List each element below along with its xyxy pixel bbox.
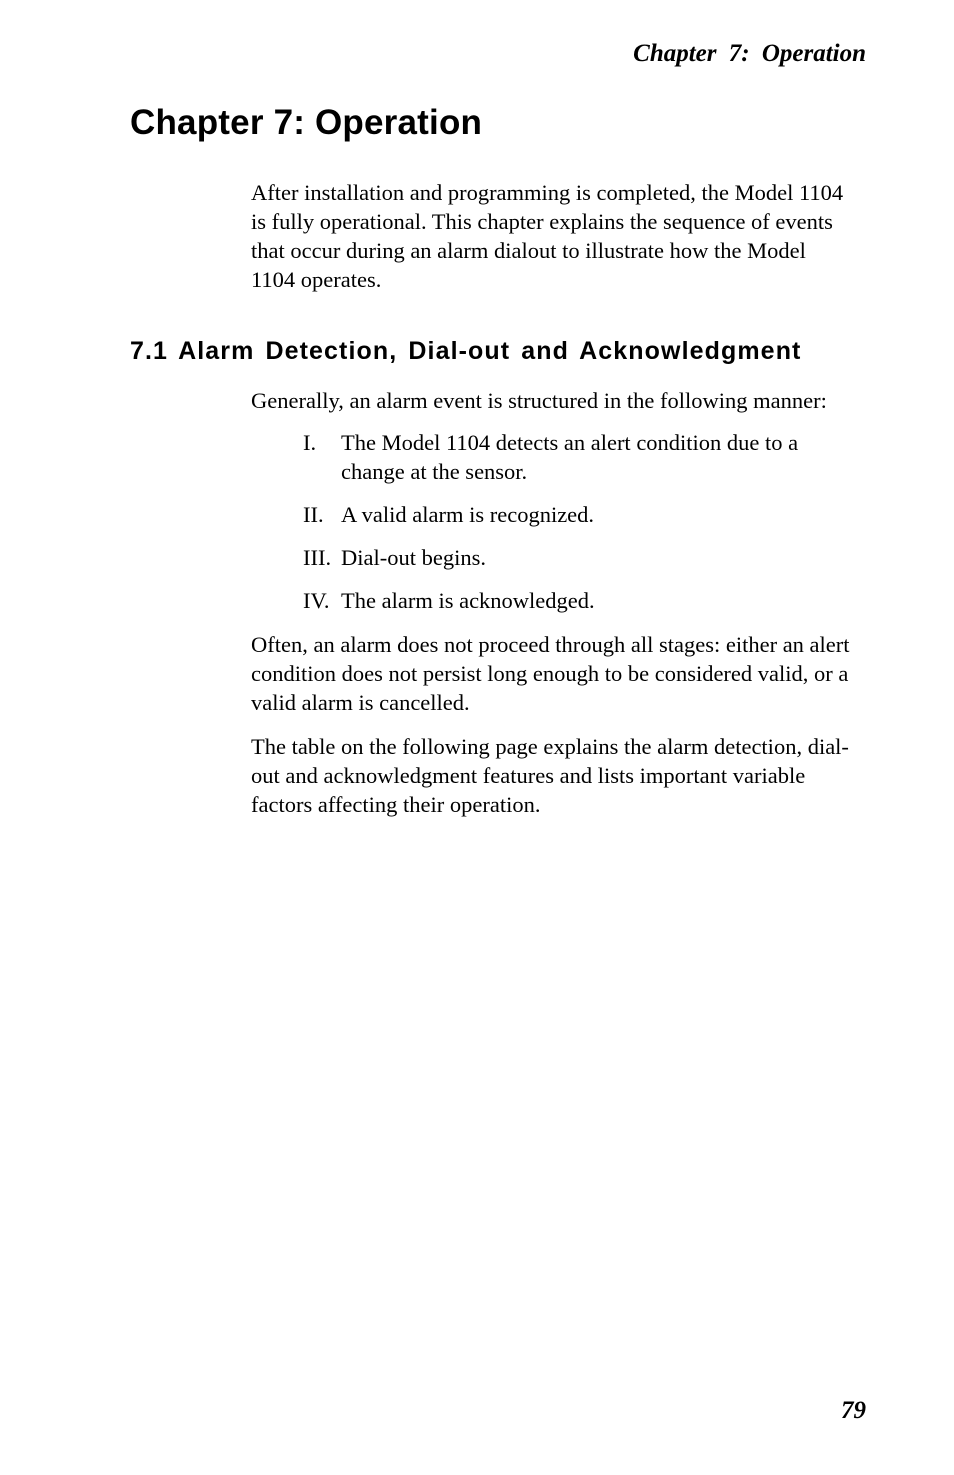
section-lead-paragraph: Generally, an alarm event is structured in the following manner: — [251, 388, 827, 413]
list-item-numeral: II. — [303, 502, 324, 527]
list-item-numeral: III. — [303, 545, 332, 570]
list-item — [303, 428, 853, 486]
body-paragraph-stages-note: Often, an alarm does not proceed through all stages: either an alert condition does not persist long enough to be considered valid, or a valid alarm is cancelled. — [251, 632, 850, 715]
list-item — [303, 500, 853, 529]
list-item-text: A valid alarm is recognized. — [341, 502, 595, 527]
running-header: Chapter 7: Operation — [633, 40, 866, 67]
section-body — [251, 386, 853, 834]
list-item-numeral: IV. — [303, 588, 330, 613]
chapter-title: Chapter 7: Operation — [130, 103, 483, 142]
list-item — [303, 586, 853, 615]
list-item — [303, 543, 853, 572]
list-item-text: The alarm is acknowledged. — [341, 588, 595, 613]
page-number: 79 — [841, 1397, 866, 1424]
list-item-text: The Model 1104 detects an alert condition due to a change at the sensor. — [341, 430, 799, 484]
section-title: Alarm Detection, Dial-out and Acknowledgment — [178, 337, 802, 365]
chapter-intro-paragraph: After installation and programming is completed, the Model 1104 is fully operational. This chapter explains the sequence of events that occur during an alarm dialout to illustrate how the Model 1104 operates. — [251, 180, 844, 292]
section-heading — [130, 337, 802, 366]
list-item-text: Dial-out begins. — [341, 545, 486, 570]
body-paragraph-table-reference: The table on the following page explains the alarm detection, dial-out and acknowledgment features and lists important variable factors affecting their operation. — [251, 734, 849, 817]
section-number: 7.1 — [130, 337, 169, 365]
alarm-stages-list — [251, 428, 853, 615]
list-item-numeral: I. — [303, 430, 317, 455]
